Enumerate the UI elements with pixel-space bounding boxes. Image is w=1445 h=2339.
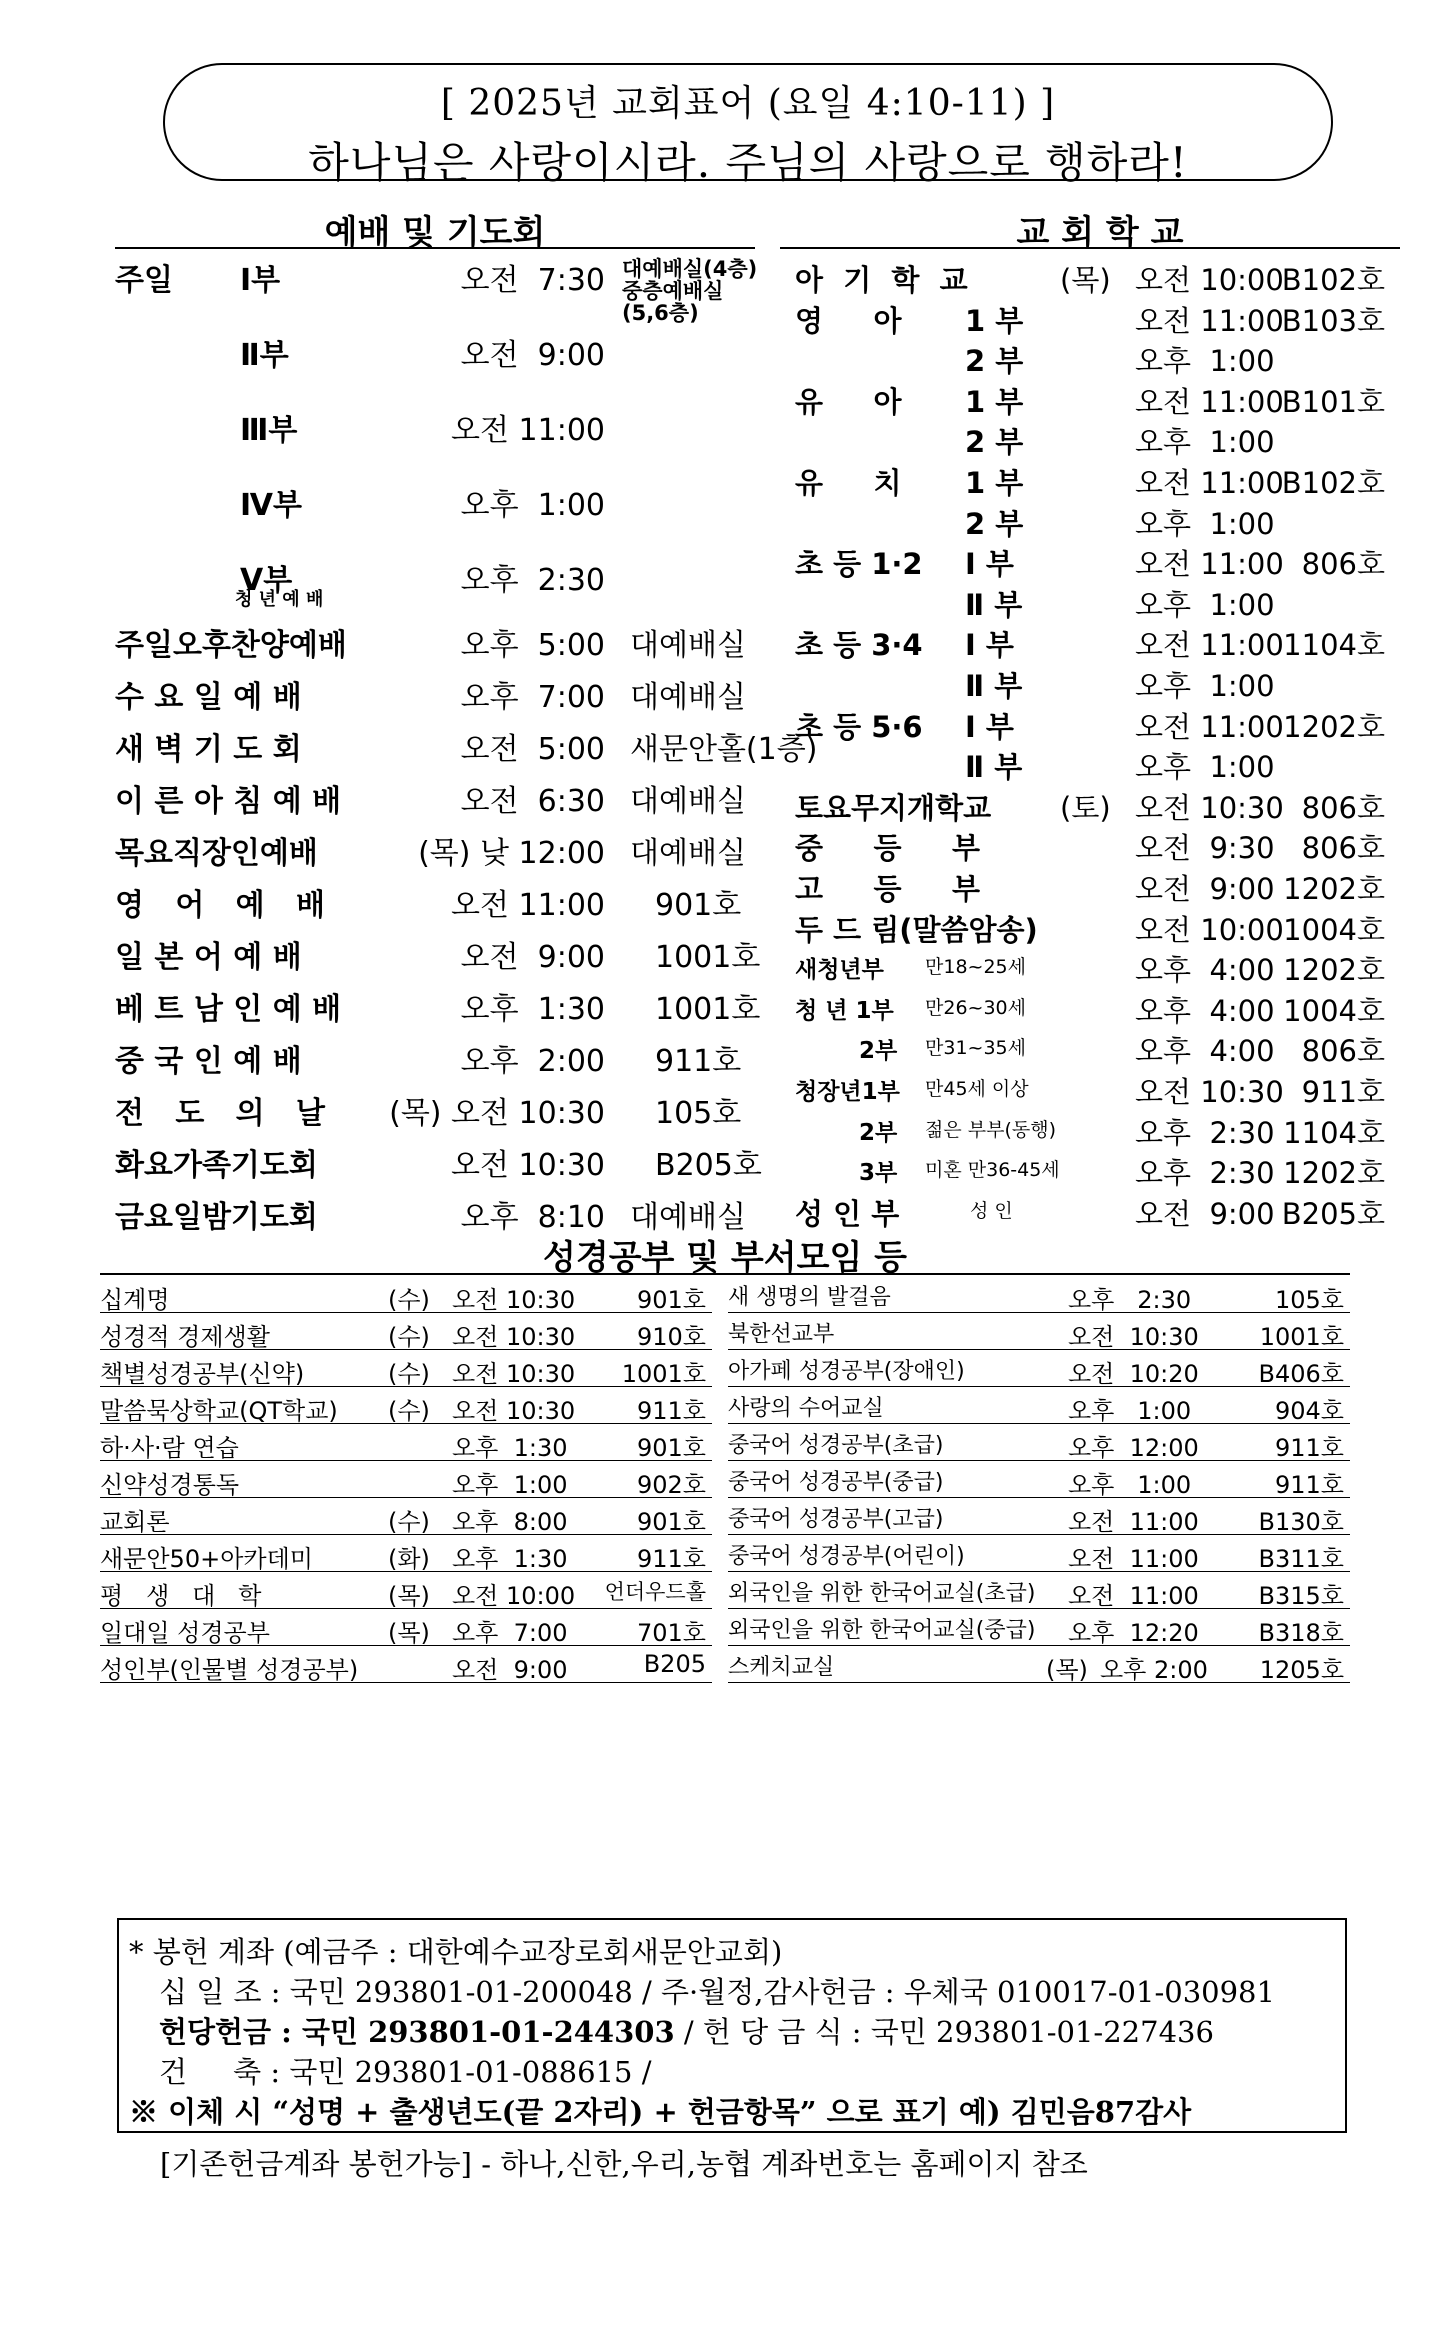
school-room: B101호 xyxy=(1281,385,1385,419)
study-left-row xyxy=(100,1609,712,1646)
school-room: 1104호 xyxy=(1283,1116,1385,1150)
worship-place: 대예배실 xyxy=(630,1200,746,1235)
study-time: 오후 2:00 xyxy=(1100,1656,1208,1684)
study-left-row xyxy=(100,1387,712,1424)
school-row xyxy=(795,867,1395,907)
worship-row xyxy=(115,724,818,768)
study-day: (수) xyxy=(388,1397,430,1425)
worship-name: 새 벽 기 도 회 xyxy=(115,732,302,767)
school-age: 미혼 만36-45세 xyxy=(925,1159,1060,1181)
worship-place: 새문안홀(1층) xyxy=(630,732,818,767)
school-title: 교 회 학 교 xyxy=(1016,213,1184,253)
study-time: 오전 10:00 xyxy=(452,1582,576,1610)
study-name: 책별성경공부(신약) xyxy=(100,1360,305,1388)
school-time: 오전 11:00 xyxy=(1135,385,1284,419)
school-name: 3부 xyxy=(795,1160,898,1186)
school-name: 새청년부 xyxy=(795,957,884,983)
worship-time: 오전 9:00 xyxy=(460,940,605,975)
school-time: 오후 1:00 xyxy=(1135,425,1275,459)
school-room: 806호 xyxy=(1301,547,1385,581)
school-room: B205호 xyxy=(1281,1197,1385,1231)
motto-box xyxy=(163,63,1333,187)
school-room: 1004호 xyxy=(1283,913,1385,947)
worship-time: 오후 1:30 xyxy=(460,992,605,1027)
study-name: 교회론 xyxy=(100,1508,170,1536)
school-time: 오전 11:00 xyxy=(1135,547,1284,581)
study-room: B315호 xyxy=(1258,1582,1344,1610)
worship-name: 수 요 일 예 배 xyxy=(115,680,302,715)
study-name: 일대일 성경공부 xyxy=(100,1619,270,1647)
study-time: 오후 7:00 xyxy=(452,1619,568,1647)
school-time: 오후 1:00 xyxy=(1135,588,1275,622)
study-left-row xyxy=(100,1461,712,1498)
school-name: 영 아 xyxy=(795,304,902,338)
worship-row xyxy=(115,776,755,820)
school-time: 오전 9:00 xyxy=(1135,1197,1275,1231)
motto-line1: [ 2025년 교회표어 (요일 4:10-11) ] xyxy=(440,83,1056,124)
offering-line3-bold: 헌당헌금 : 국민 293801-01-244303 xyxy=(159,2015,675,2049)
youth-note: 청 년 예 배 xyxy=(235,589,324,610)
school-time: 오전 11:00 xyxy=(1135,710,1284,744)
study-right-row xyxy=(728,1350,1350,1387)
school-room: B102호 xyxy=(1281,263,1385,297)
school-name: 2부 xyxy=(795,1120,898,1146)
worship-name: 일 본 어 예 배 xyxy=(115,940,302,975)
school-time: 오전 9:30 xyxy=(1135,831,1275,865)
study-name: 아가페 성경공부(장애인) xyxy=(728,1359,965,1384)
study-time: 오후 1:30 xyxy=(452,1434,568,1462)
school-name: 2부 xyxy=(795,1038,898,1064)
school-divider xyxy=(780,247,1400,249)
study-room: 1205호 xyxy=(1259,1656,1344,1684)
school-time: 오전 10:00 xyxy=(1135,913,1284,947)
school-time: 오후 4:00 xyxy=(1135,953,1275,987)
study-left-row xyxy=(100,1276,712,1313)
offering-line2: 십 일 조 : 국민 293801-01-200048 / 주·월정,감사헌금 : 우체국 010017-01-030981 xyxy=(159,1975,1275,2009)
study-time: 오전 11:00 xyxy=(1068,1545,1199,1573)
school-day: (목) xyxy=(1060,263,1111,297)
study-time: 오전 11:00 xyxy=(1068,1508,1199,1536)
school-name: 고 등 부 xyxy=(795,872,981,906)
study-right-row xyxy=(728,1387,1350,1424)
worship-place: B205호 xyxy=(655,1148,762,1183)
study-room: 902호 xyxy=(637,1471,706,1499)
school-grade: 1 부 xyxy=(965,385,1024,419)
study-right-row xyxy=(728,1572,1350,1609)
school-row xyxy=(795,380,1395,420)
worship-place: 대예배실 xyxy=(630,784,746,819)
study-room: 1001호 xyxy=(1259,1323,1344,1351)
study-time: 오후 1:00 xyxy=(1068,1471,1192,1499)
study-time: 오전 10:30 xyxy=(452,1286,576,1314)
school-time: 오전 11:00 xyxy=(1135,304,1284,338)
study-left-row xyxy=(100,1424,712,1461)
school-time: 오전 10:00 xyxy=(1135,263,1284,297)
study-name: 십계명 xyxy=(100,1286,170,1314)
worship-row xyxy=(115,330,755,374)
school-row xyxy=(795,948,1395,988)
school-age: 만26~30세 xyxy=(925,997,1026,1019)
school-grade: 2 부 xyxy=(965,507,1024,541)
study-left-row xyxy=(100,1313,712,1350)
worship-row xyxy=(115,828,755,872)
school-row xyxy=(795,908,1395,948)
study-title: 성경공부 및 부서모임 등 xyxy=(543,1238,907,1278)
study-day: (목) xyxy=(388,1582,430,1610)
school-row xyxy=(795,1070,1395,1110)
worship-name: Ⅰ부 xyxy=(240,263,281,298)
worship-name: 목요직장인예배 xyxy=(115,836,318,871)
worship-time: 오전 9:00 xyxy=(460,338,605,373)
worship-place: 대예배실 xyxy=(630,628,746,663)
school-name: 초 등 1·2 xyxy=(795,547,923,581)
offering-line3-rest: / 헌 당 금 식 : 국민 293801-01-227436 xyxy=(674,2015,1214,2049)
study-name: 외국인을 위한 한국어교실(중급) xyxy=(728,1618,1036,1643)
study-name: 외국인을 위한 한국어교실(초급) xyxy=(728,1581,1036,1606)
school-room: 1202호 xyxy=(1283,1156,1385,1190)
school-grade: Ⅰ 부 xyxy=(965,710,1014,744)
study-right-row xyxy=(728,1646,1350,1683)
school-row xyxy=(795,461,1395,501)
study-name: 성인부(인물별 성경공부) xyxy=(100,1656,359,1684)
school-row xyxy=(795,786,1395,826)
study-time: 오후 1:30 xyxy=(452,1545,568,1573)
worship-name: Ⅴ부 xyxy=(240,563,293,598)
study-room: 105호 xyxy=(1275,1286,1344,1314)
school-row xyxy=(795,420,1395,460)
school-row xyxy=(795,826,1395,866)
school-row xyxy=(795,1029,1395,1069)
worship-time: 오전 7:30 xyxy=(460,263,605,298)
offering-footer: [기존헌금계좌 봉헌가능] - 하나,신한,우리,농협 계좌번호는 홈페이지 참조 xyxy=(160,2147,1088,2181)
school-age: 만45세 이상 xyxy=(925,1078,1029,1100)
school-row xyxy=(795,1151,1395,1191)
worship-place: 대예배실 xyxy=(630,680,746,715)
study-right-row xyxy=(728,1313,1350,1350)
worship-time: 오전 11:00 xyxy=(451,888,605,923)
school-name: 청장년1부 xyxy=(795,1079,900,1105)
school-row xyxy=(795,745,1395,785)
school-row xyxy=(795,989,1395,1029)
worship-time: 오후 8:10 xyxy=(460,1200,605,1235)
school-age: 젊은 부부(동행) xyxy=(925,1119,1056,1141)
study-room: 901호 xyxy=(637,1434,706,1462)
study-day: (목) xyxy=(388,1619,430,1647)
study-room: 901호 xyxy=(637,1286,706,1314)
school-name: 중 등 부 xyxy=(795,831,981,865)
school-time: 오전 10:30 xyxy=(1135,791,1284,825)
study-name: 중국어 성경공부(어린이) xyxy=(728,1544,965,1569)
school-room: 1202호 xyxy=(1283,710,1385,744)
school-time: 오전 9:00 xyxy=(1135,872,1275,906)
worship-name: Ⅳ부 xyxy=(240,488,302,523)
worship-time: 오전 6:30 xyxy=(460,784,605,819)
school-row xyxy=(795,502,1395,542)
worship-row xyxy=(115,480,755,524)
school-room: 806호 xyxy=(1301,1034,1385,1068)
worship-name: Ⅲ부 xyxy=(240,413,298,448)
worship-name: 영 어 예 배 xyxy=(115,888,325,923)
school-grade: Ⅰ 부 xyxy=(965,628,1014,662)
school-name: 유 아 xyxy=(795,385,902,419)
worship-row xyxy=(115,620,755,664)
offering-box xyxy=(117,1918,1347,2133)
school-name: 유 치 xyxy=(795,466,902,500)
sunday-label: 주일 xyxy=(115,263,173,298)
worship-place: 1001호 xyxy=(655,992,761,1027)
study-time: 오전 10:30 xyxy=(452,1360,576,1388)
study-name: 북한선교부 xyxy=(728,1322,835,1347)
school-room: B103호 xyxy=(1281,304,1385,338)
school-room: 806호 xyxy=(1301,791,1385,825)
worship-name: Ⅱ부 xyxy=(240,338,289,373)
worship-name: 베 트 남 인 예 배 xyxy=(115,992,342,1027)
school-time: 오후 2:30 xyxy=(1135,1116,1275,1150)
school-grade: 2 부 xyxy=(965,344,1024,378)
study-right-row xyxy=(728,1498,1350,1535)
worship-row xyxy=(115,880,755,924)
study-name: 중국어 성경공부(초급) xyxy=(728,1433,944,1458)
offering-line5: ※ 이체 시 “성명 + 출생년도(끝 2자리) + 헌금항목” 으로 표기 예) 김민음87감사 xyxy=(129,2095,1192,2129)
worship-name: 중 국 인 예 배 xyxy=(115,1044,302,1079)
study-room: B318호 xyxy=(1258,1619,1344,1647)
worship-row xyxy=(115,1088,755,1132)
study-name: 새 생명의 발걸음 xyxy=(728,1285,891,1310)
study-name: 성경적 경제생활 xyxy=(100,1323,270,1351)
school-room: B102호 xyxy=(1281,466,1385,500)
study-right-row xyxy=(728,1609,1350,1646)
study-time: 오후 2:30 xyxy=(1068,1286,1192,1314)
worship-time: 오후 5:00 xyxy=(460,628,605,663)
school-grade: 2 부 xyxy=(965,425,1024,459)
study-time: 오전 10:30 xyxy=(452,1397,576,1425)
worship-title: 예배 및 기도회 xyxy=(324,213,546,253)
study-name: 중국어 성경공부(고급) xyxy=(728,1507,944,1532)
school-grade: 1 부 xyxy=(965,304,1024,338)
study-name: 하·사·람 연습 xyxy=(100,1434,239,1462)
school-time: 오전 10:30 xyxy=(1135,1075,1284,1109)
school-day: (토) xyxy=(1060,791,1111,825)
study-left-row xyxy=(100,1646,712,1683)
school-name: 청 년 1부 xyxy=(795,998,894,1024)
school-grade: 1 부 xyxy=(965,466,1024,500)
school-room: 1004호 xyxy=(1283,994,1385,1028)
study-room: 언더우드홀 xyxy=(604,1580,706,1604)
school-time: 오후 1:00 xyxy=(1135,344,1275,378)
school-grade: Ⅱ 부 xyxy=(965,588,1023,622)
study-right-row xyxy=(728,1424,1350,1461)
offering-line3 xyxy=(159,2010,1214,2051)
study-time: 오후 1:00 xyxy=(1068,1397,1192,1425)
study-left-row xyxy=(100,1572,712,1609)
study-left-row xyxy=(100,1498,712,1535)
worship-name: 금요일밤기도회 xyxy=(115,1200,318,1235)
school-room: 911호 xyxy=(1301,1075,1385,1109)
study-time: 오전 10:30 xyxy=(452,1323,576,1351)
first-service-place: 대예배실(4층) 중층예배실 (5,6층) xyxy=(622,257,758,325)
study-right-row xyxy=(728,1535,1350,1572)
study-left-row xyxy=(100,1350,712,1387)
study-room: 701호 xyxy=(637,1619,706,1647)
school-grade: Ⅱ 부 xyxy=(965,669,1023,703)
school-row xyxy=(795,339,1395,379)
worship-place: 911호 xyxy=(655,1044,742,1079)
school-name: 두 드 림(말씀암송) xyxy=(795,913,1038,947)
worship-name: 주일오후찬양예배 xyxy=(115,628,347,663)
school-name: 아 기 학 교 xyxy=(795,263,968,297)
worship-time: 오후 2:00 xyxy=(460,1044,605,1079)
school-name: 토요무지개학교 xyxy=(795,791,992,825)
study-time: 오후 1:00 xyxy=(452,1471,568,1499)
worship-row xyxy=(115,984,761,1028)
study-room: B205 xyxy=(643,1650,706,1678)
school-row xyxy=(795,1192,1395,1232)
study-room: 911호 xyxy=(1275,1471,1344,1499)
study-name: 새문안50+아카데미 xyxy=(100,1545,313,1573)
worship-name: 전 도 의 날 xyxy=(115,1096,325,1131)
worship-time: 오후 7:00 xyxy=(460,680,605,715)
study-day: (수) xyxy=(388,1508,430,1536)
study-name: 말씀묵상학교(QT학교) xyxy=(100,1397,338,1425)
school-age: 성 인 xyxy=(970,1200,1013,1222)
study-name: 스케치교실 xyxy=(728,1655,835,1680)
worship-row xyxy=(115,255,755,299)
worship-place: 105호 xyxy=(655,1096,742,1131)
worship-time: (목) 낮 12:00 xyxy=(418,836,605,871)
study-room: 911호 xyxy=(637,1397,706,1425)
school-name: 초 등 5·6 xyxy=(795,710,923,744)
study-room: 911호 xyxy=(637,1545,706,1573)
worship-name: 화요가족기도회 xyxy=(115,1148,318,1183)
school-room: 1202호 xyxy=(1283,872,1385,906)
school-room: 1202호 xyxy=(1283,953,1385,987)
school-row xyxy=(795,1111,1395,1151)
worship-row xyxy=(115,555,755,599)
study-day: (수) xyxy=(388,1360,430,1388)
study-time: 오후 12:00 xyxy=(1068,1434,1199,1462)
school-age: 만18~25세 xyxy=(925,956,1026,978)
school-time: 오후 1:00 xyxy=(1135,669,1275,703)
worship-time: 오후 1:00 xyxy=(460,488,605,523)
study-room: 911호 xyxy=(1275,1434,1344,1462)
study-name: 신약성경통독 xyxy=(100,1471,240,1499)
study-day: (목) xyxy=(1046,1656,1088,1684)
worship-row xyxy=(115,1036,755,1080)
study-room: 910호 xyxy=(637,1323,706,1351)
worship-row xyxy=(115,1140,762,1184)
school-row xyxy=(795,623,1395,663)
study-room: B406호 xyxy=(1258,1360,1344,1388)
study-time: 오전 9:00 xyxy=(452,1656,568,1684)
offering-line1: * 봉헌 계좌 (예금주 : 대한예수교장로회새문안교회) xyxy=(129,1935,783,1969)
school-time: 오후 1:00 xyxy=(1135,750,1275,784)
study-room: B130호 xyxy=(1258,1508,1344,1536)
study-time: 오전 10:20 xyxy=(1068,1360,1199,1388)
worship-divider xyxy=(115,247,755,249)
study-time: 오후 12:20 xyxy=(1068,1619,1199,1647)
worship-row xyxy=(115,932,761,976)
worship-name: 이 른 아 침 예 배 xyxy=(115,784,342,819)
worship-time: 오전 5:00 xyxy=(460,732,605,767)
study-room: 1001호 xyxy=(621,1360,706,1388)
study-room: 904호 xyxy=(1275,1397,1344,1425)
school-row xyxy=(795,299,1395,339)
worship-time: 오후 2:30 xyxy=(460,563,605,598)
worship-place: 901호 xyxy=(655,888,742,923)
worship-time: 오전 11:00 xyxy=(451,413,605,448)
school-room: 1104호 xyxy=(1283,628,1385,662)
school-time: 오전 11:00 xyxy=(1135,628,1284,662)
study-time: 오전 11:00 xyxy=(1068,1582,1199,1610)
study-time: 오전 10:30 xyxy=(1068,1323,1199,1351)
school-row xyxy=(795,542,1395,582)
school-row xyxy=(795,664,1395,704)
study-day: (수) xyxy=(388,1286,430,1314)
motto-line2: 하나님은 사랑이시라. 주님의 사랑으로 행하라! xyxy=(308,138,1188,187)
worship-place: 대예배실 xyxy=(630,836,746,871)
study-room: 901호 xyxy=(637,1508,706,1536)
school-age: 만31~35세 xyxy=(925,1037,1026,1059)
school-time: 오후 4:00 xyxy=(1135,994,1275,1028)
school-time: 오후 2:30 xyxy=(1135,1156,1275,1190)
school-grade: Ⅰ 부 xyxy=(965,547,1014,581)
study-divider xyxy=(100,1273,1350,1275)
school-time: 오전 11:00 xyxy=(1135,466,1284,500)
school-row xyxy=(795,583,1395,623)
study-right-row xyxy=(728,1276,1350,1313)
school-time: 오후 1:00 xyxy=(1135,507,1275,541)
worship-row xyxy=(115,405,755,449)
study-right-row xyxy=(728,1461,1350,1498)
worship-time: 오전 10:30 xyxy=(451,1148,605,1183)
study-day: (화) xyxy=(388,1545,430,1573)
worship-row xyxy=(115,672,755,716)
study-name: 평 생 대 학 xyxy=(100,1582,262,1610)
worship-time: (목) 오전 10:30 xyxy=(389,1096,605,1131)
study-time: 오후 8:00 xyxy=(452,1508,568,1536)
school-room: 806호 xyxy=(1301,831,1385,865)
school-row xyxy=(795,705,1395,745)
worship-place: 1001호 xyxy=(655,940,761,975)
offering-line4: 건 축 : 국민 293801-01-088615 / xyxy=(159,2055,652,2089)
school-row xyxy=(795,258,1395,298)
school-name: 초 등 3·4 xyxy=(795,628,923,662)
study-day: (수) xyxy=(388,1323,430,1351)
school-name: 성 인 부 xyxy=(795,1197,900,1231)
study-room: B311호 xyxy=(1258,1545,1344,1573)
school-grade: Ⅱ 부 xyxy=(965,750,1023,784)
school-time: 오후 4:00 xyxy=(1135,1034,1275,1068)
study-left-row xyxy=(100,1535,712,1572)
study-name: 사랑의 수어교실 xyxy=(728,1396,884,1421)
study-name: 중국어 성경공부(중급) xyxy=(728,1470,944,1495)
